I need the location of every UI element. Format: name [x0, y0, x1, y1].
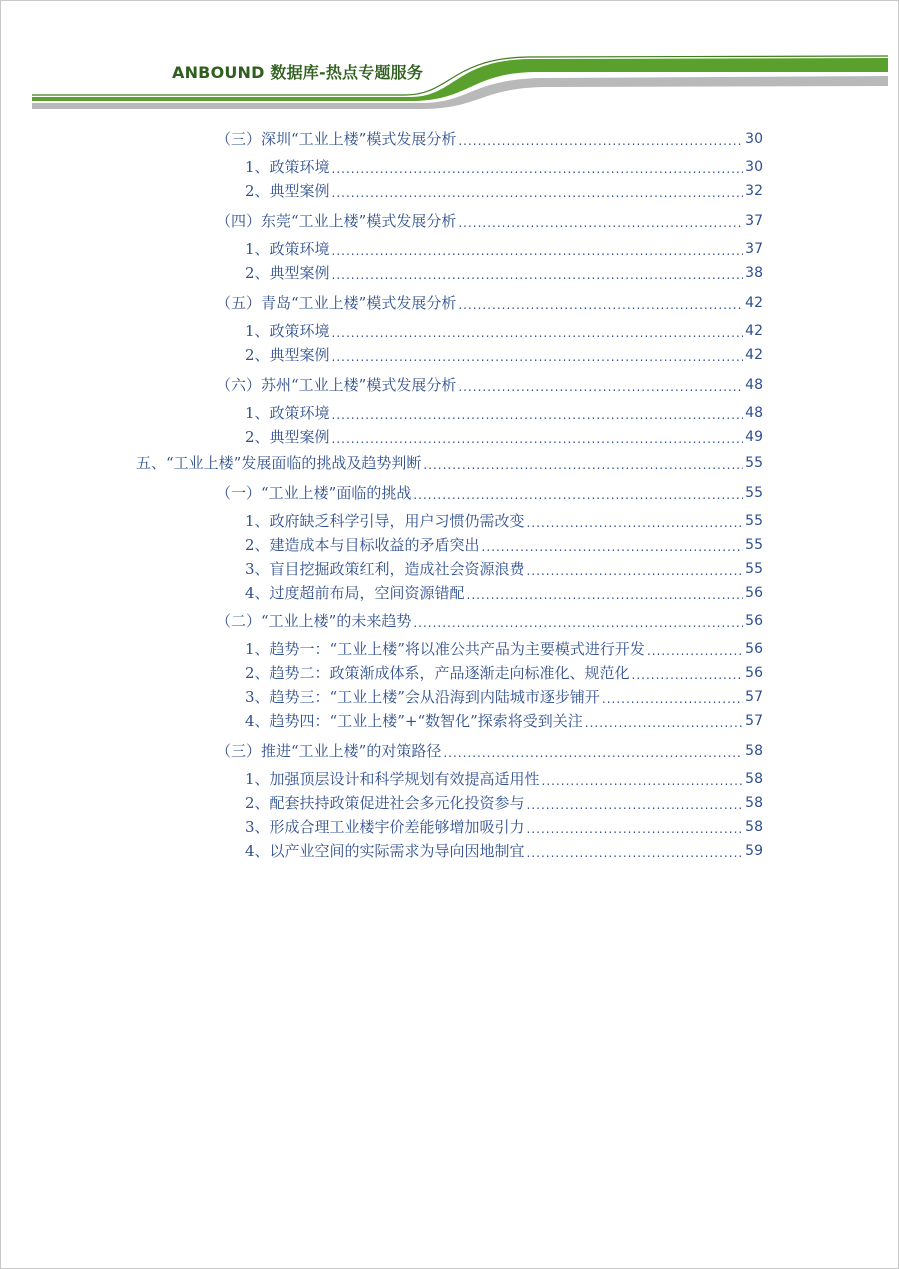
- toc-entry[interactable]: [245, 792, 763, 814]
- toc-entry-title: 1、政策环境: [245, 240, 330, 258]
- toc-entry-title: （四）东莞“工业上楼”模式发展分析: [216, 212, 457, 230]
- toc-dot-leader: [332, 266, 744, 284]
- toc-entry-title: 4、过度超前布局，空间资源错配: [245, 584, 465, 602]
- toc-entry[interactable]: [245, 840, 763, 862]
- toc-page-number: 58: [745, 795, 763, 811]
- brand-title: ANBOUND 数据库-热点专题服务: [172, 63, 424, 82]
- toc-entry-title: （三）推进“工业上楼”的对策路径: [216, 742, 442, 760]
- toc-entry-title: 1、政策环境: [245, 404, 330, 422]
- toc-dot-leader: [542, 772, 744, 790]
- toc-entry-title: 2、典型案例: [245, 264, 330, 282]
- toc-entry[interactable]: [245, 426, 763, 448]
- toc-dot-leader: [527, 562, 744, 580]
- toc-dot-leader: [332, 184, 744, 202]
- toc-entry[interactable]: [245, 686, 763, 708]
- toc-dot-leader: [632, 666, 744, 684]
- toc-entry[interactable]: [245, 710, 763, 732]
- toc-dot-leader: [443, 744, 743, 762]
- toc-page-number: 42: [745, 295, 763, 311]
- toc-entry-title: （二）“工业上楼”的未来趋势: [216, 612, 412, 630]
- toc-dot-leader: [423, 456, 743, 474]
- toc-entry[interactable]: [245, 638, 763, 660]
- toc-entry[interactable]: [245, 768, 763, 790]
- toc-page-number: 32: [745, 183, 763, 199]
- toc-entry-title: （五）青岛“工业上楼”模式发展分析: [216, 294, 457, 312]
- toc-entry-title: 3、盲目挖掘政策红利，造成社会资源浪费: [245, 560, 525, 578]
- toc-dot-leader: [458, 132, 743, 150]
- toc-entry[interactable]: [216, 482, 763, 504]
- toc-entry-title: 2、趋势二：政策渐成体系，产品逐渐走向标准化、规范化: [245, 664, 630, 682]
- toc-page-number: 30: [745, 159, 763, 175]
- toc-dot-leader: [482, 538, 744, 556]
- toc-entry[interactable]: [245, 156, 763, 178]
- toc-entry-title: 3、形成合理工业楼宇价差能够增加吸引力: [245, 818, 525, 836]
- toc-entry-title: 1、加强顶层设计和科学规划有效提高适用性: [245, 770, 540, 788]
- toc-page-number: 57: [745, 713, 763, 729]
- toc-entry-title: 五、“工业上楼”发展面临的挑战及趋势判断: [136, 454, 422, 472]
- toc-page-number: 48: [745, 405, 763, 421]
- toc-entry-title: 3、趋势三：“工业上楼”会从沿海到内陆城市逐步铺开: [245, 688, 600, 706]
- toc-page-number: 30: [745, 131, 763, 147]
- toc-dot-leader: [585, 714, 743, 732]
- toc-dot-leader: [413, 614, 743, 632]
- toc-entry-title: 4、以产业空间的实际需求为导向因地制宜: [245, 842, 525, 860]
- toc-entry-title: 1、趋势一：“工业上楼”将以准公共产品为主要模式进行开发: [245, 640, 645, 658]
- toc-dot-leader: [332, 406, 744, 424]
- toc-entry[interactable]: [216, 292, 763, 314]
- toc-page-number: 49: [745, 429, 763, 445]
- toc-page-number: 55: [745, 455, 763, 471]
- toc-entry-title: 2、配套扶持政策促进社会多元化投资参与: [245, 794, 525, 812]
- toc-page-number: 42: [745, 347, 763, 363]
- toc-entry[interactable]: [245, 344, 763, 366]
- toc-entry[interactable]: [245, 180, 763, 202]
- toc-dot-leader: [332, 348, 744, 366]
- toc-entry[interactable]: [136, 452, 763, 474]
- toc-page-number: 55: [745, 513, 763, 529]
- toc-entry-title: （六）苏州“工业上楼”模式发展分析: [216, 376, 457, 394]
- toc-page-number: 58: [745, 771, 763, 787]
- toc-dot-leader: [458, 378, 743, 396]
- toc-page-number: 42: [745, 323, 763, 339]
- toc-entry-title: 1、政府缺乏科学引导，用户习惯仍需改变: [245, 512, 525, 530]
- toc-entry[interactable]: [216, 128, 763, 150]
- toc-dot-leader: [413, 486, 743, 504]
- toc-dot-leader: [458, 296, 743, 314]
- toc-page-number: 55: [745, 561, 763, 577]
- toc-dot-leader: [527, 514, 744, 532]
- toc-page-number: 55: [745, 537, 763, 553]
- toc-entry-title: （三）深圳“工业上楼”模式发展分析: [216, 130, 457, 148]
- toc-page-number: 37: [745, 241, 763, 257]
- page-header: [0, 0, 899, 120]
- toc-dot-leader: [332, 242, 744, 260]
- toc-dot-leader: [332, 160, 744, 178]
- toc-dot-leader: [647, 642, 743, 660]
- toc-dot-leader: [467, 586, 744, 604]
- toc-entry[interactable]: [216, 740, 763, 762]
- toc-dot-leader: [332, 430, 744, 448]
- toc-entry[interactable]: [245, 402, 763, 424]
- toc-page-number: 56: [745, 585, 763, 601]
- toc-page-number: 56: [745, 665, 763, 681]
- toc-page-number: 56: [745, 613, 763, 629]
- toc-dot-leader: [527, 820, 744, 838]
- toc-entry[interactable]: [245, 662, 763, 684]
- toc-page-number: 48: [745, 377, 763, 393]
- header-swoosh-graphic: [0, 0, 899, 120]
- toc-entry[interactable]: [245, 320, 763, 342]
- toc-dot-leader: [527, 844, 744, 862]
- toc-entry-title: 4、趋势四：“工业上楼”+“数智化”探索将受到关注: [245, 712, 583, 730]
- toc-entry[interactable]: [245, 262, 763, 284]
- toc-entry[interactable]: [245, 816, 763, 838]
- toc-entry-title: 2、典型案例: [245, 182, 330, 200]
- toc-dot-leader: [458, 214, 743, 232]
- toc-page-number: 38: [745, 265, 763, 281]
- toc-page-number: 56: [745, 641, 763, 657]
- toc-entry-title: （一）“工业上楼”面临的挑战: [216, 484, 412, 502]
- toc-page-number: 55: [745, 485, 763, 501]
- toc-page-number: 58: [745, 819, 763, 835]
- toc-entry[interactable]: [216, 610, 763, 632]
- toc-entry[interactable]: [245, 510, 763, 532]
- toc-entry[interactable]: [245, 558, 763, 580]
- toc-entry-title: 1、政策环境: [245, 322, 330, 340]
- toc-entry[interactable]: [216, 374, 763, 396]
- toc-page-number: 37: [745, 213, 763, 229]
- toc-entry-title: 2、典型案例: [245, 428, 330, 446]
- toc-dot-leader: [332, 324, 744, 342]
- toc-entry-title: 2、建造成本与目标收益的矛盾突出: [245, 536, 480, 554]
- toc-dot-leader: [527, 796, 744, 814]
- toc-page-number: 59: [745, 843, 763, 859]
- toc-entry[interactable]: [245, 238, 763, 260]
- toc-entry[interactable]: [216, 210, 763, 232]
- toc-dot-leader: [602, 690, 743, 708]
- toc-entry[interactable]: [245, 582, 763, 604]
- toc-page-number: 58: [745, 743, 763, 759]
- toc-entry-title: 2、典型案例: [245, 346, 330, 364]
- toc-page-number: 57: [745, 689, 763, 705]
- toc-entry[interactable]: [245, 534, 763, 556]
- toc-entry-title: 1、政策环境: [245, 158, 330, 176]
